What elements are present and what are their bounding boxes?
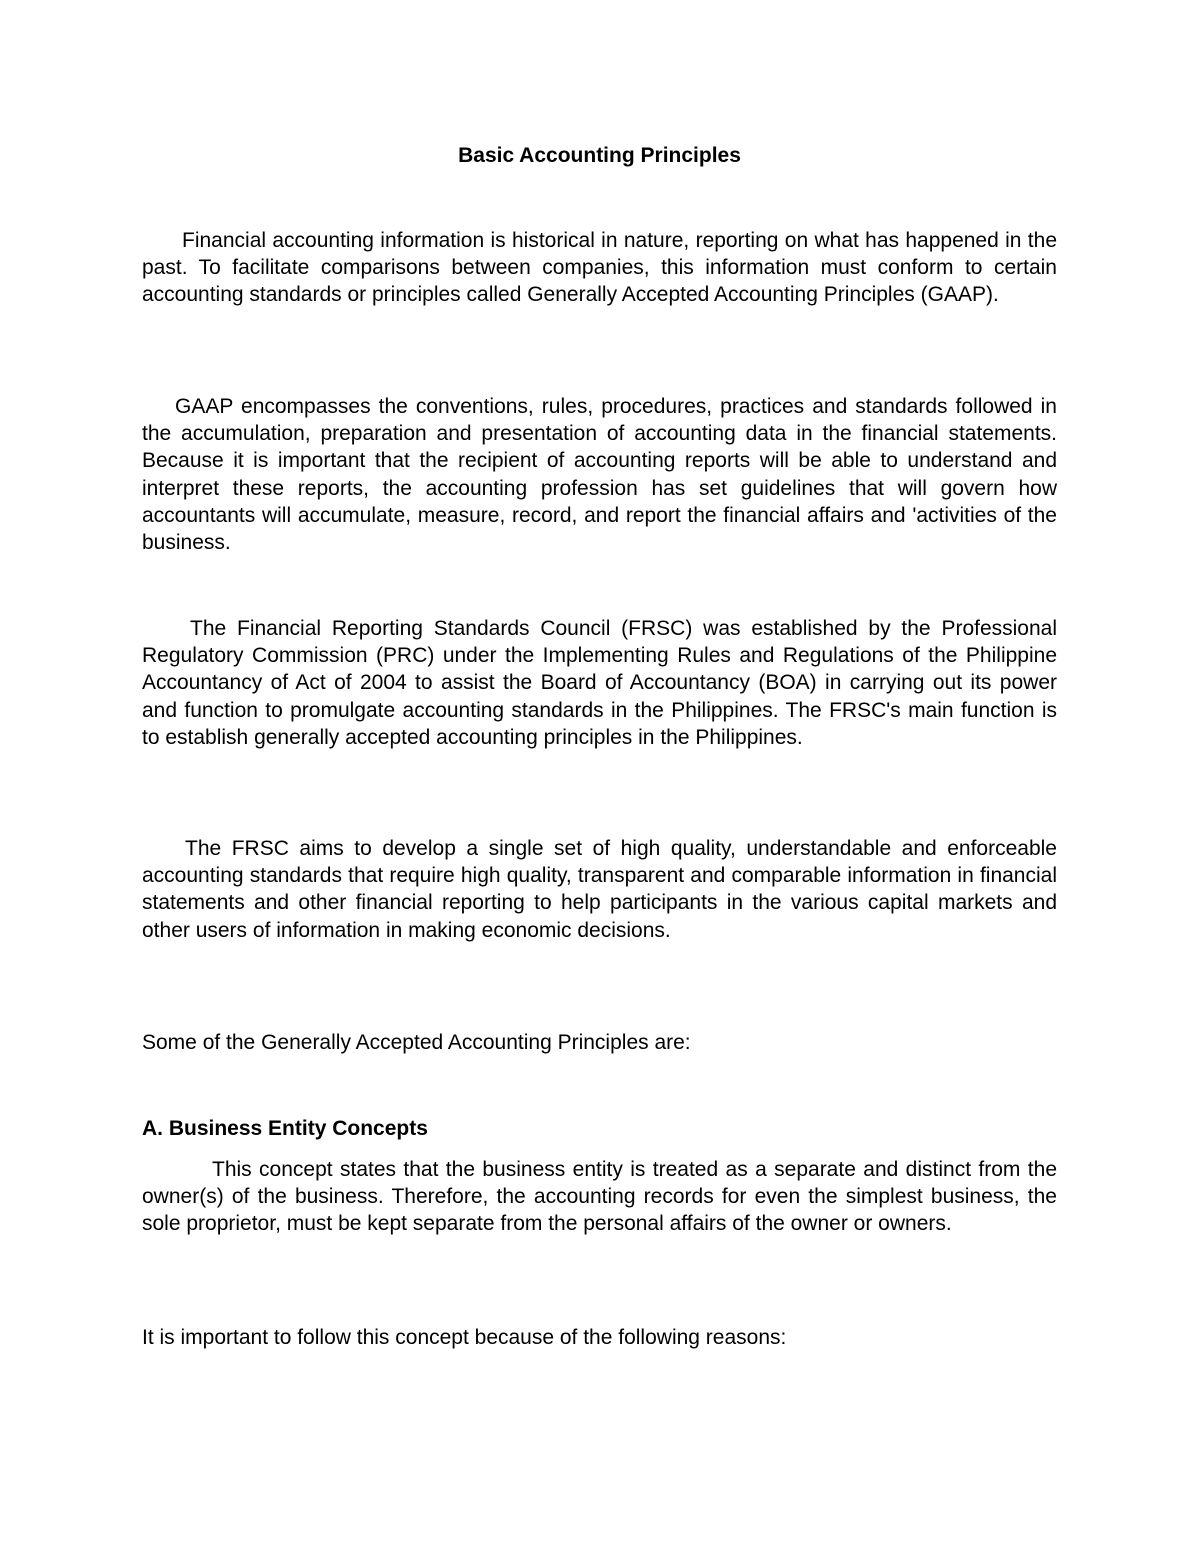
paragraph-frsc-aims: The FRSC aims to develop a single set of high quality, understandable and enforceable accounting standards that require high quality, transparent and comparable information in financial statements and other financial reporting to help participants in the various capital markets and other users of information in making economic decisions. [142,837,1057,942]
paragraph-frsc-established: The Financial Reporting Standards Council (FRSC) was established by the Professional Regulatory Commission (PRC) under the Implementing Rules and Regulations of the Philippine Accountancy of Act of 2004 to assist the Board of Accountancy (BOA) in carrying out its power and function to promulgate accounting standards in the Philippines. The FRSC's main function is to establish generally accepted accounting principles in the Philippines. [142,617,1057,749]
paragraph-gaap: GAAP encompasses the conventions, rules, procedures, practices and standards followed in the accumulation, preparation and presentation of accounting data in the financial statements. Because it is important that the recipient of accounting reports will be able to understand and interpret these reports, the accounting profession has set guidelines that will govern how accountants will accumulate, measure, record, and report the financial affairs and 'activities of the business. [142,395,1057,555]
paragraph-reasons-intro: It is important to follow this concept because of the following reasons: [142,1326,787,1349]
paragraph-list-intro: Some of the Generally Accepted Accounting Principles are: [142,1031,691,1054]
document-title: Basic Accounting Principles [458,144,741,167]
section-heading-business-entity: A. Business Entity Concepts [142,1117,428,1140]
paragraph-intro: Financial accounting information is historical in nature, reporting on what has happened in the past. To facilitate comparisons between companies, this information must conform to certain accounting standards or principles called Generally Accepted Accounting Principles (GAAP). [142,229,1057,307]
paragraph-business-entity: This concept states that the business entity is treated as a separate and distinct from the owner(s) of the business. Therefore, the accounting records for even the simplest business, the sole proprietor, must be kept separate from the personal affairs of the owner or owners. [142,1158,1057,1236]
